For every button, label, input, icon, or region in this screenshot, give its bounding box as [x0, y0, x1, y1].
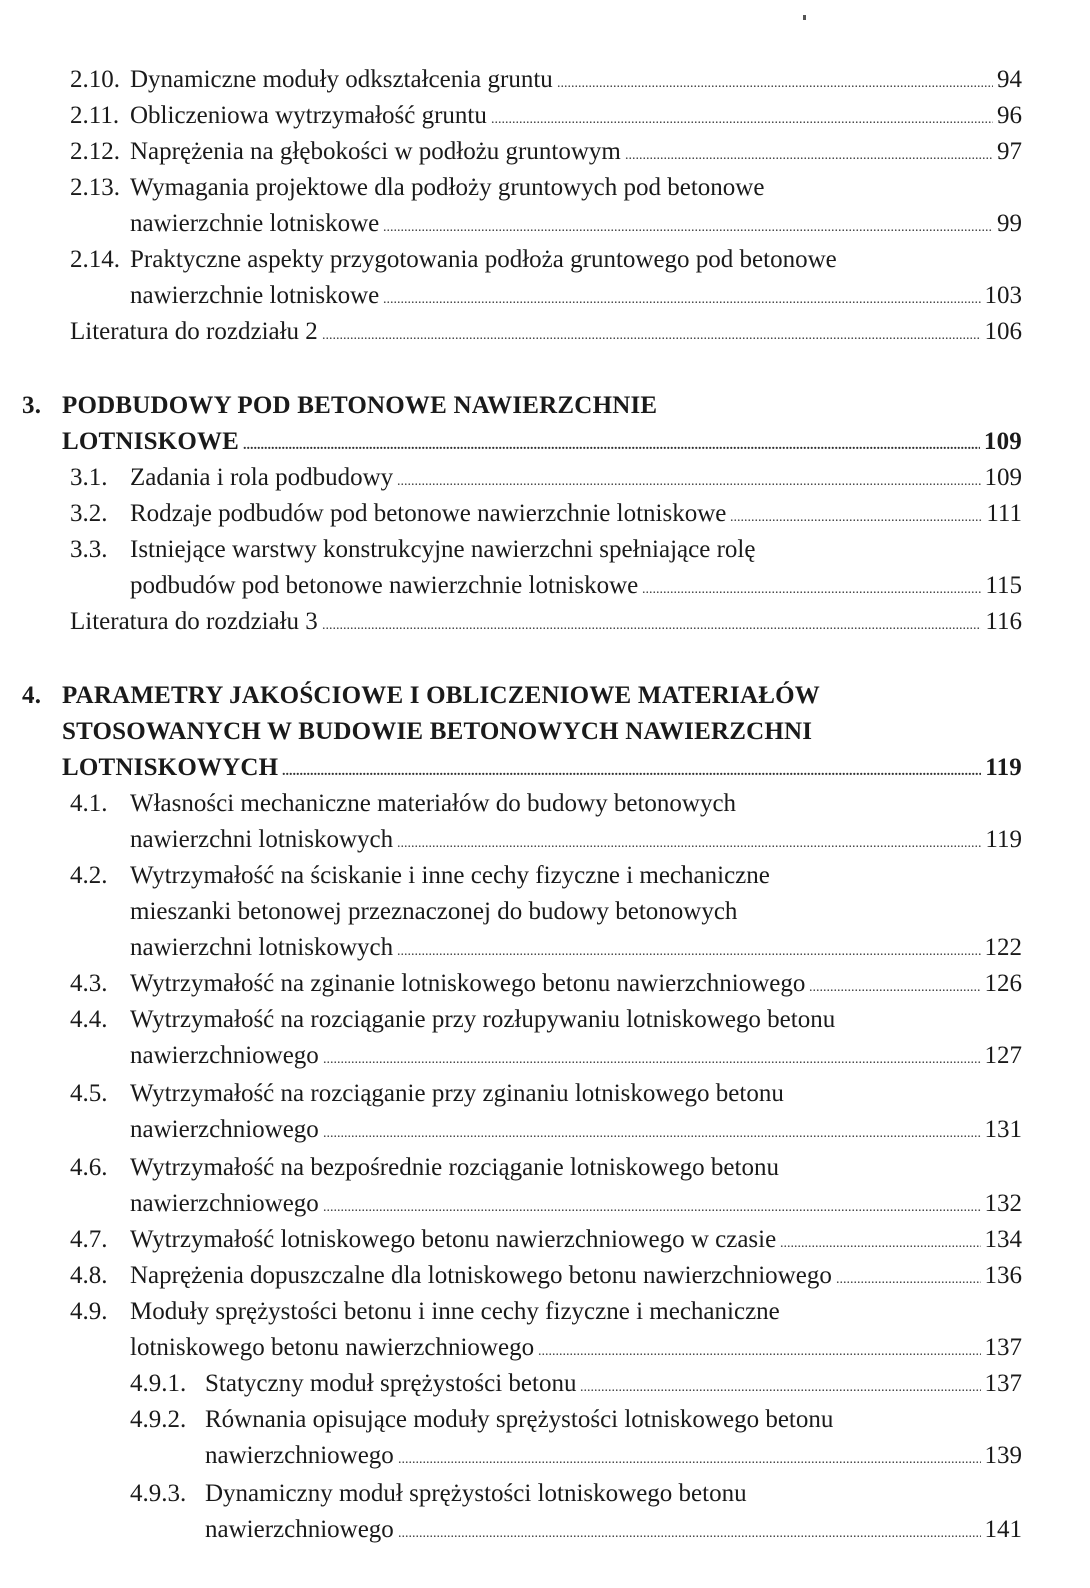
- toc-entry-line[interactable]: [0, 496, 1090, 532]
- toc-page-number: 111: [986, 500, 1022, 527]
- toc-page-number: 122: [984, 934, 1022, 961]
- leader-dots: [557, 62, 993, 102]
- toc-entry-line[interactable]: [0, 206, 1090, 242]
- scan-speck: [803, 15, 806, 20]
- toc-chapter-line[interactable]: [0, 714, 1090, 750]
- toc-entry-title: Wytrzymałość na ściskanie i inne cechy fizyczne i mechaniczne: [130, 862, 770, 889]
- toc-entry-title: Moduły sprężystości betonu i inne cechy fizyczne i mechaniczne: [130, 1298, 780, 1325]
- toc-entry-title: nawierzchnie lotniskowe: [130, 210, 380, 237]
- leader-dots: [397, 460, 981, 500]
- toc-entry-line[interactable]: [0, 1294, 1090, 1330]
- toc-page-number: 119: [985, 826, 1022, 853]
- toc-entry-title: nawierzchni lotniskowych: [130, 826, 394, 853]
- toc-page-number: 99: [997, 210, 1022, 237]
- toc-page-number: 103: [984, 282, 1022, 309]
- toc-entry-number: 3.2.: [70, 500, 108, 527]
- toc-entry-title: PARAMETRY JAKOŚCIOWE I OBLICZENIOWE MATERIAŁÓW: [62, 682, 820, 709]
- toc-entry-line[interactable]: [0, 98, 1090, 134]
- toc-entry-line[interactable]: [0, 1258, 1090, 1294]
- toc-entry-line[interactable]: [0, 1038, 1090, 1074]
- toc-entry-line[interactable]: [0, 822, 1090, 858]
- toc-entry-title: Wytrzymałość na rozciąganie przy rozłupywaniu lotniskowego betonu: [130, 1006, 836, 1033]
- toc-entry-title: Wytrzymałość lotniskowego betonu nawierzchniowego w czasie: [130, 1226, 777, 1253]
- toc-entry-number: 2.13.: [70, 174, 120, 201]
- toc-entry-number: 4.5.: [70, 1080, 108, 1107]
- toc-entry-title: nawierzchniowego: [205, 1442, 394, 1469]
- toc-chapter-line[interactable]: [0, 678, 1090, 714]
- leader-dots: [398, 1512, 981, 1552]
- toc-entry-title: lotniskowego betonu nawierzchniowego: [130, 1334, 535, 1361]
- toc-chapter-line[interactable]: [0, 424, 1090, 460]
- toc-entry-title: nawierzchniowego: [205, 1516, 394, 1543]
- toc-entry-title: Zadania i rola podbudowy: [130, 464, 394, 491]
- toc-entry-title: Wytrzymałość na zginanie lotniskowego betonu nawierzchniowego: [130, 970, 806, 997]
- leader-dots: [322, 314, 981, 354]
- toc-entry-line[interactable]: [0, 1438, 1090, 1474]
- toc-entry-line[interactable]: [0, 1222, 1090, 1258]
- toc-page-number: 109: [983, 428, 1022, 455]
- leader-dots: [243, 424, 980, 464]
- toc-entry-line[interactable]: [0, 1112, 1090, 1148]
- toc-entry-title: Literatura do rozdziału 2: [70, 318, 318, 345]
- toc-entry-line[interactable]: [0, 1076, 1090, 1112]
- leader-dots: [780, 1222, 981, 1262]
- toc-page-number: 106: [984, 318, 1022, 345]
- toc-page-number: 134: [984, 1226, 1022, 1253]
- toc-entry-number: 4.1.: [70, 790, 108, 817]
- toc-entry-title: Obliczeniowa wytrzymałość gruntu: [130, 102, 487, 129]
- toc-entry-line[interactable]: [0, 170, 1090, 206]
- toc-entry-number: 4.4.: [70, 1006, 108, 1033]
- toc-entry-title: Wytrzymałość na bezpośrednie rozciąganie lotniskowego betonu: [130, 1154, 779, 1181]
- toc-page-number: 132: [984, 1190, 1022, 1217]
- toc-entry-number: 2.14.: [70, 246, 120, 273]
- leader-dots: [323, 1038, 981, 1078]
- toc-chapter-line[interactable]: [0, 750, 1090, 786]
- toc-entry-title: STOSOWANYCH W BUDOWIE BETONOWYCH NAWIERZCHNI: [62, 718, 813, 745]
- toc-entry-line[interactable]: [0, 62, 1090, 98]
- toc-entry-title: LOTNISKOWYCH: [62, 754, 279, 781]
- toc-entry-number: 2.10.: [70, 66, 120, 93]
- leader-dots: [730, 496, 982, 536]
- toc-entry-title: podbudów pod betonowe nawierzchnie lotniskowe: [130, 572, 639, 599]
- toc-entry-line[interactable]: [0, 894, 1090, 930]
- toc-entry-title: Statyczny moduł sprężystości betonu: [205, 1370, 577, 1397]
- toc-entry-title: Własności mechaniczne materiałów do budowy betonowych: [130, 790, 737, 817]
- toc-entry-title: mieszanki betonowej przeznaczonej do budowy betonowych: [130, 898, 738, 925]
- toc-entry-number: 4.9.2.: [130, 1406, 187, 1433]
- toc-entry-line[interactable]: [0, 460, 1090, 496]
- toc-entry-number: 4.: [22, 682, 42, 709]
- toc-entry-title: Wymagania projektowe dla podłoży gruntowych pod betonowe: [130, 174, 765, 201]
- toc-entry-title: Rodzaje podbudów pod betonowe nawierzchnie lotniskowe: [130, 500, 727, 527]
- toc-page-number: 96: [997, 102, 1022, 129]
- leader-dots: [491, 98, 993, 138]
- leader-dots: [580, 1366, 981, 1406]
- toc-page-number: 137: [984, 1370, 1022, 1397]
- leader-dots: [383, 278, 981, 318]
- toc-entry-title: Literatura do rozdziału 3: [70, 608, 318, 635]
- leader-dots: [323, 1112, 981, 1152]
- toc-entry-title: nawierzchnie lotniskowe: [130, 282, 380, 309]
- leader-dots: [836, 1258, 981, 1298]
- toc-page-number: 131: [984, 1116, 1022, 1143]
- leader-dots: [397, 822, 981, 862]
- toc-entry-line[interactable]: [0, 930, 1090, 966]
- toc-entry-line[interactable]: [0, 1366, 1090, 1402]
- toc-page-number: 94: [997, 66, 1022, 93]
- toc-entry-title: Istniejące warstwy konstrukcyjne nawierzchni spełniające rolę: [130, 536, 756, 563]
- toc-entry-line[interactable]: [0, 242, 1090, 278]
- toc-entry-line[interactable]: [0, 1186, 1090, 1222]
- toc-entry-title: nawierzchni lotniskowych: [130, 934, 394, 961]
- toc-entry-title: Wytrzymałość na rozciąganie przy zginaniu lotniskowego betonu: [130, 1080, 784, 1107]
- toc-entry-title: LOTNISKOWE: [62, 428, 240, 455]
- toc-entry-title: Dynamiczny moduł sprężystości lotniskowego betonu: [205, 1480, 747, 1507]
- toc-entry-line[interactable]: [0, 532, 1090, 568]
- toc-entry-line[interactable]: [0, 966, 1090, 1002]
- leader-dots: [809, 966, 981, 1006]
- toc-entry-title: Naprężenia dopuszczalne dla lotniskowego betonu nawierzchniowego: [130, 1262, 832, 1289]
- toc-entry-number: 4.9.3.: [130, 1480, 187, 1507]
- toc-entry-title: Naprężenia na głębokości w podłożu gruntowym: [130, 138, 621, 165]
- toc-entry-title: Dynamiczne moduły odkształcenia gruntu: [130, 66, 553, 93]
- toc-entry-number: 2.12.: [70, 138, 120, 165]
- toc-entry-number: 3.3.: [70, 536, 108, 563]
- toc-entry-line[interactable]: [0, 1476, 1090, 1512]
- toc-page-number: 115: [985, 572, 1022, 599]
- toc-entry-line[interactable]: [0, 134, 1090, 170]
- toc-entry-line[interactable]: [0, 278, 1090, 314]
- toc-page-number: 116: [985, 608, 1022, 635]
- toc-entry-line[interactable]: [0, 858, 1090, 894]
- toc-page-number: 97: [997, 138, 1022, 165]
- toc-entry-line[interactable]: [0, 604, 1090, 640]
- toc-entry-number: 4.9.1.: [130, 1370, 187, 1397]
- toc-entry-number: 3.1.: [70, 464, 108, 491]
- toc-page-number: 137: [984, 1334, 1022, 1361]
- toc-entry-number: 2.11.: [70, 102, 120, 129]
- toc-entry-line[interactable]: [0, 1150, 1090, 1186]
- toc-entry-number: 4.8.: [70, 1262, 108, 1289]
- leader-dots: [642, 568, 981, 608]
- leader-dots: [282, 750, 981, 790]
- toc-entry-line[interactable]: [0, 1402, 1090, 1438]
- toc-entry-number: 4.6.: [70, 1154, 108, 1181]
- toc-entry-line[interactable]: [0, 314, 1090, 350]
- toc-entry-line[interactable]: [0, 1002, 1090, 1038]
- toc-page-number: 136: [984, 1262, 1022, 1289]
- toc-entry-line[interactable]: [0, 1330, 1090, 1366]
- toc-entry-number: 4.3.: [70, 970, 108, 997]
- leader-dots: [383, 206, 993, 246]
- toc-entry-title: nawierzchniowego: [130, 1116, 319, 1143]
- toc-entry-number: 4.2.: [70, 862, 108, 889]
- toc-page-number: 139: [984, 1442, 1022, 1469]
- toc-page-number: 127: [984, 1042, 1022, 1069]
- toc-page-number: 126: [984, 970, 1022, 997]
- toc-chapter-line[interactable]: [0, 388, 1090, 424]
- toc-entry-title: Równania opisujące moduły sprężystości lotniskowego betonu: [205, 1406, 834, 1433]
- leader-dots: [397, 930, 981, 970]
- toc-entry-title: Praktyczne aspekty przygotowania podłoża gruntowego pod betonowe: [130, 246, 837, 273]
- toc-page-number: 109: [984, 464, 1022, 491]
- toc-page-number: 141: [984, 1516, 1022, 1543]
- toc-entry-number: 3.: [22, 392, 42, 419]
- toc-entry-title: PODBUDOWY POD BETONOWE NAWIERZCHNIE: [62, 392, 658, 419]
- leader-dots: [538, 1330, 981, 1370]
- toc-entry-line[interactable]: [0, 786, 1090, 822]
- leader-dots: [398, 1438, 981, 1478]
- toc-entry-number: 4.7.: [70, 1226, 108, 1253]
- toc-entry-number: 4.9.: [70, 1298, 108, 1325]
- toc-page-number: 119: [985, 754, 1022, 781]
- toc-entry-line[interactable]: [0, 1512, 1090, 1548]
- toc-entry-title: nawierzchniowego: [130, 1190, 319, 1217]
- leader-dots: [323, 1186, 981, 1226]
- leader-dots: [625, 134, 993, 174]
- toc-entry-line[interactable]: [0, 568, 1090, 604]
- toc-entry-title: nawierzchniowego: [130, 1042, 319, 1069]
- leader-dots: [322, 604, 981, 644]
